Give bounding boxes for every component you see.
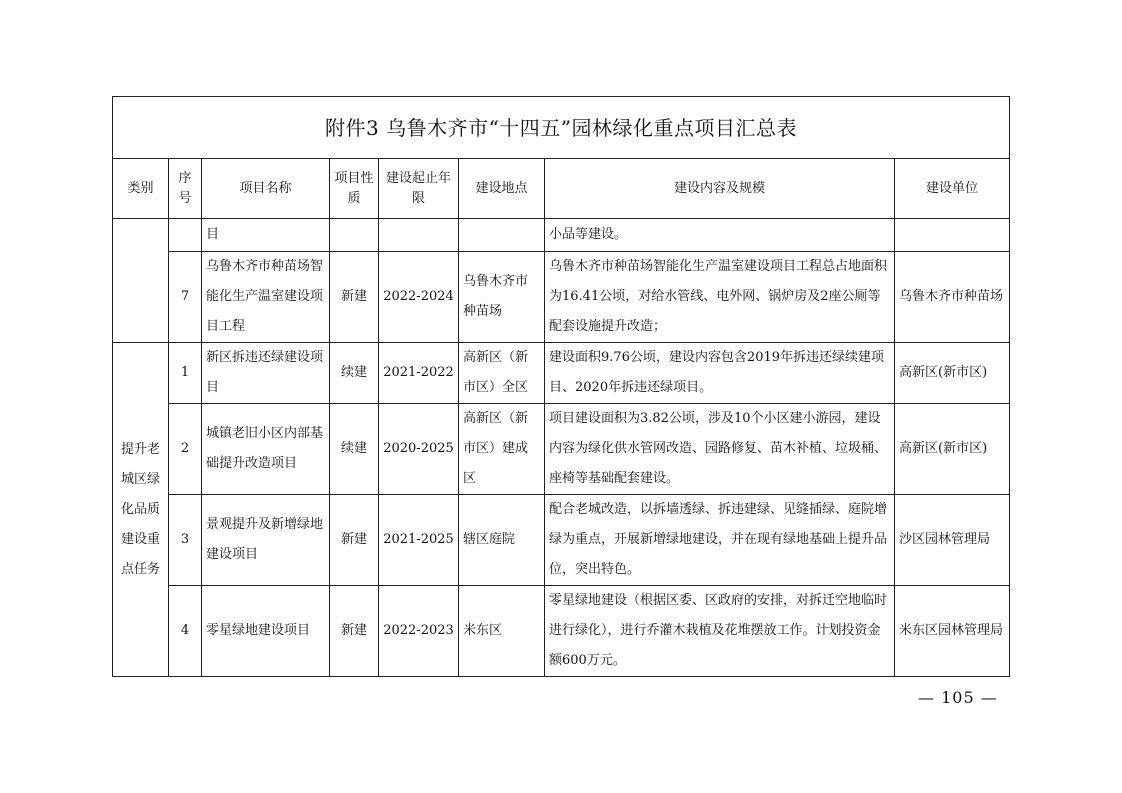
- cell-period: 2022-2023: [379, 586, 459, 677]
- cell-period: 2021-2025: [379, 495, 459, 586]
- header-period: 建设起止年限: [379, 159, 459, 219]
- category-cell-prev: [113, 219, 169, 343]
- cell-nature: [330, 219, 379, 252]
- cell-content: 项目建设面积为3.82公顷，涉及10个小区建小游园，建设内容为绿化供水管网改造、园路修复、苗木补植、垃圾桶、座椅等基础配套建设。: [545, 404, 895, 495]
- cell-seq: 3: [169, 495, 202, 586]
- cell-name: 零星绿地建设项目: [202, 586, 330, 677]
- cell-period: 2022-2024: [379, 252, 459, 343]
- cell-content: 配合老城改造，以拆墙透绿、拆违建绿、见缝插绿、庭院增绿为重点，开展新增绿地建设，并在现有绿地基础上提升品位，突出特色。: [545, 495, 895, 586]
- cell-period: 2020-2025: [379, 404, 459, 495]
- cell-name: 城镇老旧小区内部基础提升改造项目: [202, 404, 330, 495]
- cell-location: 高新区（新市区）建成区: [459, 404, 545, 495]
- cell-unit: 沙区园林管理局: [895, 495, 1010, 586]
- category-cell: 提升老城区绿化品质建设重点任务: [113, 343, 169, 677]
- table-row: [113, 404, 1010, 495]
- cell-location: 辖区庭院: [459, 495, 545, 586]
- header-category: 类别: [113, 159, 169, 219]
- header-unit: 建设单位: [895, 159, 1010, 219]
- cell-name: 乌鲁木齐市种苗场智能化生产温室建设项目工程: [202, 252, 330, 343]
- cell-nature: 续建: [330, 343, 379, 404]
- cell-unit: 高新区(新市区): [895, 404, 1010, 495]
- cell-seq: 2: [169, 404, 202, 495]
- cell-period: [379, 219, 459, 252]
- project-summary-table: [112, 96, 1010, 677]
- cell-location: 高新区（新市区）全区: [459, 343, 545, 404]
- cell-content: 零星绿地建设（根据区委、区政府的安排，对拆迁空地临时进行绿化），进行乔灌木栽植及花堆摆放工作。计划投资金额600万元。: [545, 586, 895, 677]
- table-row: [113, 343, 1010, 404]
- table-row: [113, 252, 1010, 343]
- cell-seq: [169, 219, 202, 252]
- cell-name: 景观提升及新增绿地建设项目: [202, 495, 330, 586]
- cell-unit: 米东区园林管理局: [895, 586, 1010, 677]
- cell-location: 米东区: [459, 586, 545, 677]
- cell-seq: 7: [169, 252, 202, 343]
- cell-seq: 1: [169, 343, 202, 404]
- cell-period: 2021-2022: [379, 343, 459, 404]
- table-row: [113, 586, 1010, 677]
- page-number: — 105 —: [918, 688, 998, 707]
- cell-nature: 新建: [330, 252, 379, 343]
- cell-location: 乌鲁木齐市种苗场: [459, 252, 545, 343]
- header-nature: 项目性质: [330, 159, 379, 219]
- table-header-row: [113, 159, 1010, 219]
- cell-nature: 新建: [330, 495, 379, 586]
- table-title: 附件3 乌鲁木齐市“十四五”园林绿化重点项目汇总表: [113, 97, 1010, 159]
- header-name: 项目名称: [202, 159, 330, 219]
- cell-unit: [895, 219, 1010, 252]
- cell-unit: 乌鲁木齐市种苗场: [895, 252, 1010, 343]
- table-row: [113, 219, 1010, 252]
- cell-unit: 高新区(新市区): [895, 343, 1010, 404]
- cell-nature: 续建: [330, 404, 379, 495]
- cell-content: 小品等建设。: [545, 219, 895, 252]
- header-location: 建设地点: [459, 159, 545, 219]
- cell-seq: 4: [169, 586, 202, 677]
- header-content: 建设内容及规模: [545, 159, 895, 219]
- cell-name: 新区拆违还绿建设项目: [202, 343, 330, 404]
- cell-content: 建设面积9.76公顷，建设内容包含2019年拆违还绿续建项目、2020年拆违还绿项目。: [545, 343, 895, 404]
- cell-nature: 新建: [330, 586, 379, 677]
- cell-location: [459, 219, 545, 252]
- header-seq: 序号: [169, 159, 202, 219]
- cell-name: 目: [202, 219, 330, 252]
- cell-content: 乌鲁木齐市种苗场智能化生产温室建设项目工程总占地面积为16.41公顷，对给水管线、电外网、锅炉房及2座公厕等配套设施提升改造；: [545, 252, 895, 343]
- table-row: [113, 495, 1010, 586]
- summary-table-sheet: [112, 96, 1009, 677]
